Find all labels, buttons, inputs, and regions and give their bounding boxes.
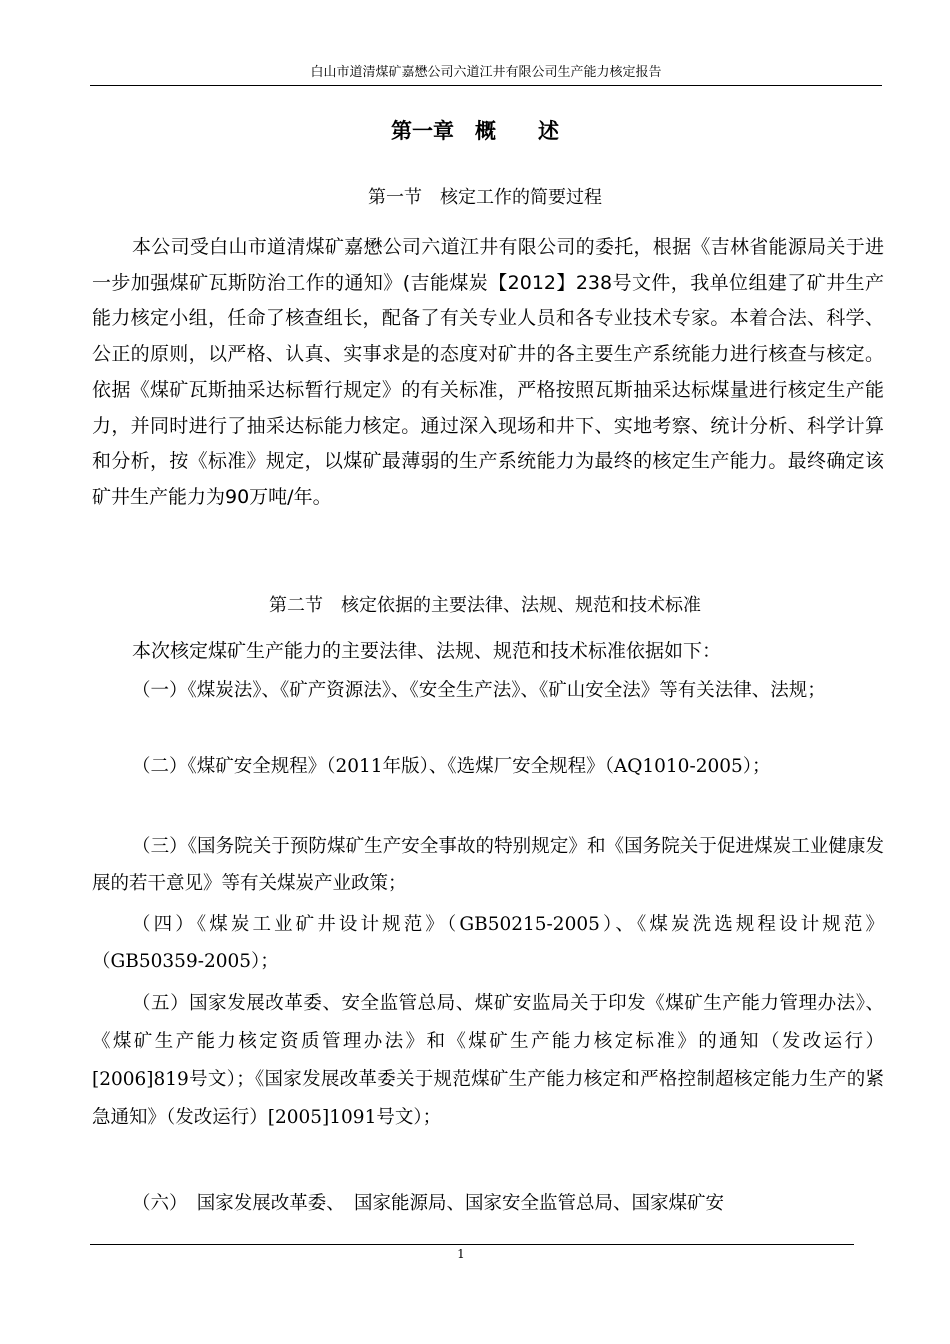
basis-item-5: （五）国家发展改革委、安全监管总局、煤矿安监局关于印发《煤矿生产能力管理办法》、《煤矿生产能力核定资质管理办法》和《煤矿生产能力核定标准》的通知（发改运行）[2006]819号文）；《国家发展改革委关于规范煤矿生产能力核定和严格控制超核定能力生产的紧急通知》（发改运行）[2005]1091号文）； [92, 993, 884, 1128]
section-1-paragraph: 本公司受白山市道清煤矿嘉懋公司六道江井有限公司的委托，根据《吉林省能源局关于进一步加强煤矿瓦斯防治工作的通知》(吉能煤炭【2012】238号文件，我单位组建了矿井生产能力核定小组，任命了核查组长，配备了有关专业人员和各专业技术专家。本着合法、科学、公正的原则，以严格、认真、实事求是的态度对矿井的各主要生产系统能力进行核查与核定。依据《煤矿瓦斯抽采达标暂行规定》的有关标准，严格按照瓦斯抽采达标煤量进行核定生产能力，并同时进行了抽采达标能力核定。通过深入现场和井下、实地考察、统计分析、科学计算和分析，按《标准》规定，以煤矿最薄弱的生产系统能力为最终的核定生产能力。最终确定该矿井生产能力为90万吨/年。 [92, 236, 884, 508]
basis-intro-paragraph: 本次核定煤矿生产能力的主要法律、法规、规范和技术标准依据如下： [132, 640, 722, 662]
basis-item-6: （六） 国家发展改革委、 国家能源局、国家安全监管总局、国家煤矿安 [132, 1193, 725, 1214]
footer-divider [90, 1244, 854, 1245]
basis-item-1: （一）《煤炭法》、《矿产资源法》、《安全生产法》、《矿山安全法》等有关法律、法规； [132, 680, 826, 701]
basis-item-3: （三）《国务院关于预防煤矿生产安全事故的特别规定》和《国务院关于促进煤炭工业健康发展的若干意见》等有关煤炭产业政策； [92, 836, 884, 894]
chapter-title: 第一章 概 述 [391, 119, 559, 143]
running-header: 白山市道清煤矿嘉懋公司六道江井有限公司生产能力核定报告 [310, 65, 662, 80]
header-divider [90, 85, 882, 86]
basis-item-2: （二）《煤矿安全规程》（2011年版）、《选煤厂安全规程》（AQ1010-2005）； [132, 756, 771, 777]
section-title-1: 第一节 核定工作的简要过程 [368, 187, 602, 208]
basis-item-4: （四）《煤炭工业矿井设计规范》（GB50215-2005）、《煤炭洗选规程设计规范》（GB50359-2005）； [92, 914, 884, 972]
page-number: 1 [457, 1247, 465, 1261]
section-title-2: 第二节 核定依据的主要法律、法规、规范和技术标准 [269, 595, 701, 616]
